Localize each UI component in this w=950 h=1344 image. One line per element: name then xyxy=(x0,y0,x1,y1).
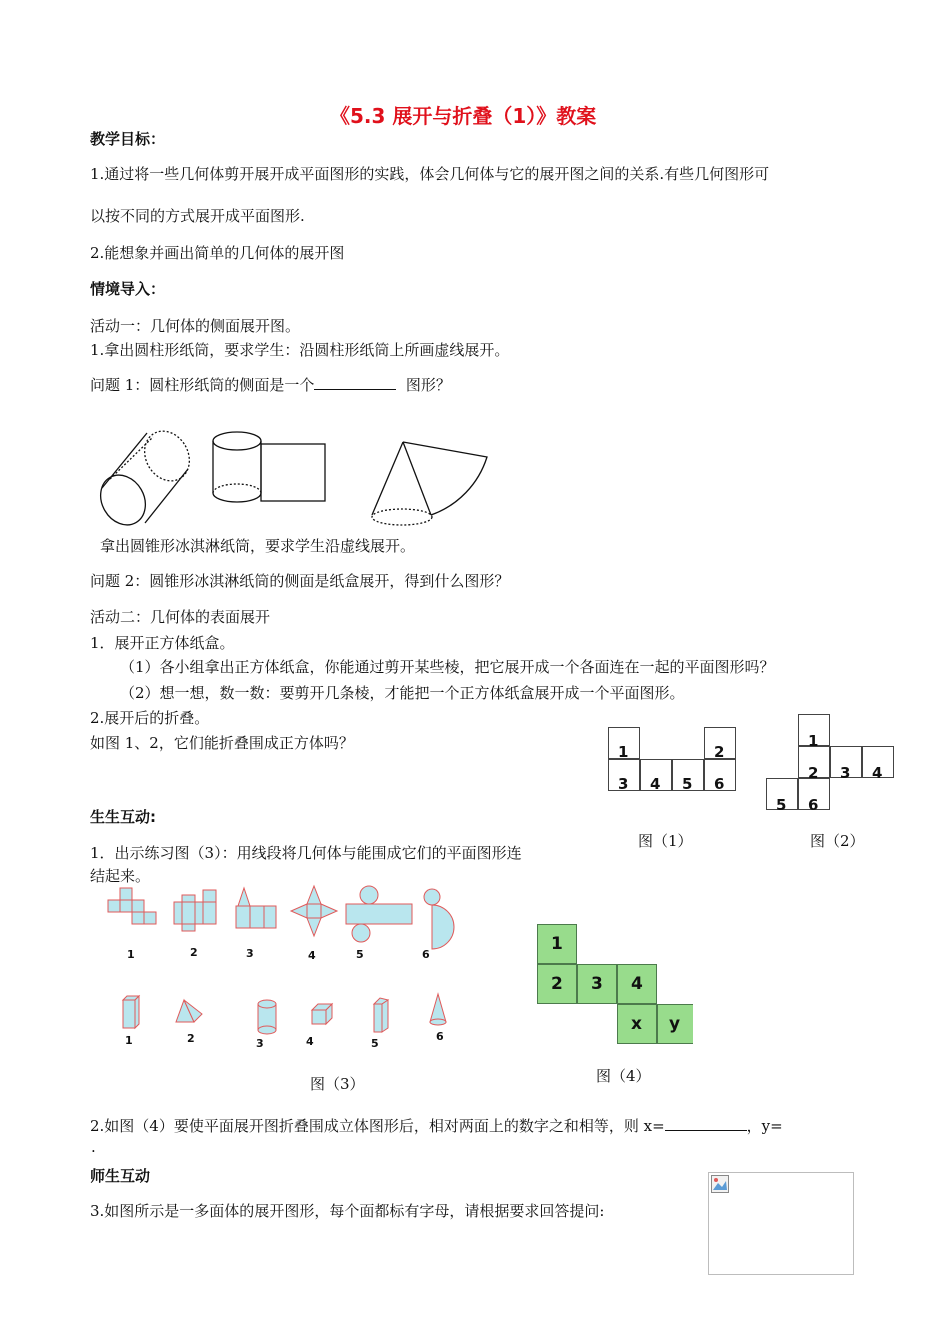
question1-text: 问题 1：圆柱形纸筒的侧面是一个 xyxy=(90,376,315,394)
solid-1 xyxy=(123,996,139,1028)
net-6 xyxy=(424,889,454,949)
solid-number: 1 xyxy=(125,1034,133,1047)
page-title: 《5.3 展开与折叠（1）》教案 xyxy=(330,104,597,128)
figure4-net xyxy=(537,924,697,1046)
fig1-label: 6 xyxy=(714,775,725,793)
solid-4 xyxy=(312,1004,332,1024)
fig4-label: y xyxy=(669,1014,681,1034)
solid-number: 3 xyxy=(256,1037,264,1050)
figure2-caption: 图（2） xyxy=(810,832,865,850)
activity1-step1: 1.拿出圆柱形纸筒，要求学生：沿圆柱形纸筒上所画虚线展开。 xyxy=(90,341,510,359)
question1-suffix: 图形？ xyxy=(405,376,451,394)
fig2-label: 5 xyxy=(776,796,787,814)
activity2-step1: 1．展开正方体纸盒。 xyxy=(90,634,235,652)
solid-number: 6 xyxy=(436,1030,444,1043)
figure3-matching xyxy=(100,882,480,1052)
exercise2-end: . xyxy=(91,1138,96,1156)
solid-number: 5 xyxy=(371,1037,379,1050)
question2: 问题 2：圆锥形冰淇淋纸筒的侧面是纸盒展开，得到什么图形？ xyxy=(90,572,510,590)
solid-3 xyxy=(258,1000,276,1034)
fig2-label: 4 xyxy=(872,764,883,782)
exercise3: 3.如图所示是一多面体的展开图形，每个面都标有字母，请根据要求回答提问: xyxy=(90,1202,605,1220)
cone-step: 拿出圆锥形冰淇淋纸筒，要求学生沿虚线展开。 xyxy=(100,537,416,555)
figure4-caption: 图（4） xyxy=(596,1067,651,1085)
activity2-step2: 2.展开后的折叠。 xyxy=(90,709,210,727)
exercise2-y-text: ，y= xyxy=(746,1117,783,1135)
net-2 xyxy=(174,890,216,931)
fig1-label: 2 xyxy=(714,743,725,761)
fig4-label: 4 xyxy=(631,974,643,994)
solid-number: 2 xyxy=(187,1032,195,1045)
section-goals: 教学目标： xyxy=(90,130,166,148)
activity2-sub1: （1）各小组拿出正方体纸盒，你能通过剪开某些棱，把它展开成一个各面连在一起的平面图形吗？ xyxy=(120,658,775,676)
figure2-net xyxy=(766,714,896,814)
solids-illustration xyxy=(90,425,500,535)
cone-net xyxy=(372,442,487,525)
goal1-line1: 1.通过将一些几何体剪开展开成平面图形的实践，体会几何体与它的展开图之间的关系.有些几何图形可 xyxy=(90,165,770,183)
activity2-question: 如图 1、2，它们能折叠围成正方体吗？ xyxy=(90,734,354,752)
question1 xyxy=(90,374,451,395)
figure3-caption: 图（3） xyxy=(310,1075,365,1093)
exercise2 xyxy=(90,1115,783,1136)
fig2-label: 1 xyxy=(808,732,819,750)
net-4 xyxy=(291,886,337,936)
tilted-cylinder xyxy=(92,425,198,533)
fig1-label: 5 xyxy=(682,775,693,793)
section-intro: 情境导入： xyxy=(90,280,166,298)
solid-5 xyxy=(374,998,388,1032)
solid-2 xyxy=(176,1000,202,1022)
fig2-label: 3 xyxy=(840,764,851,782)
image-placeholder xyxy=(708,1172,854,1275)
net-1 xyxy=(108,888,156,924)
goal2: 2.能想象并画出简单的几何体的展开图 xyxy=(90,244,345,262)
solid-6 xyxy=(430,994,446,1025)
exercise1-line1: 1．出示练习图（3）：用线段将几何体与能围成它们的平面图形连 xyxy=(90,844,522,862)
net-number: 6 xyxy=(422,948,430,961)
fig4-label: 3 xyxy=(591,974,603,994)
fig4-label: 1 xyxy=(551,934,563,954)
goal1-line2: 以按不同的方式展开成平面图形. xyxy=(90,207,305,225)
activity2: 活动二：几何体的表面展开 xyxy=(90,608,271,626)
fig4-label: 2 xyxy=(551,974,563,994)
fig2-label: 2 xyxy=(808,764,819,782)
figure1-caption: 图（1） xyxy=(638,832,693,850)
fig1-label: 4 xyxy=(650,775,661,793)
activity2-sub2: （2）想一想，数一数：要剪开几条棱，才能把一个正方体纸盒展开成一个平面图形。 xyxy=(120,684,685,702)
exercise2-x-blank[interactable] xyxy=(665,1116,747,1131)
fig1-label: 1 xyxy=(618,743,629,761)
fig4-label: x xyxy=(631,1014,642,1034)
solid-number: 4 xyxy=(306,1035,314,1048)
figure1-net xyxy=(608,727,738,792)
section-student-interaction: 生生互动: xyxy=(90,808,156,826)
upright-cylinder-net xyxy=(213,432,325,502)
net-number: 2 xyxy=(190,946,198,959)
exercise2-text: 2.如图（4）要使平面展开图折叠围成立体图形后，相对两面上的数字之和相等，则 x= xyxy=(90,1117,665,1135)
section-teacher-interaction: 师生互动 xyxy=(90,1167,151,1185)
fig2-label: 6 xyxy=(808,796,819,814)
net-3 xyxy=(236,888,276,928)
broken-image-icon xyxy=(711,1175,729,1193)
net-number: 5 xyxy=(356,948,364,961)
net-5 xyxy=(346,886,412,942)
net-number: 3 xyxy=(246,947,254,960)
net-number: 1 xyxy=(127,948,135,961)
fig1-label: 3 xyxy=(618,775,629,793)
net-number: 4 xyxy=(308,949,316,962)
question1-blank[interactable] xyxy=(314,375,396,390)
exercise1-line2: 结起来。 xyxy=(90,867,151,885)
activity1: 活动一：几何体的侧面展开图。 xyxy=(90,317,301,335)
